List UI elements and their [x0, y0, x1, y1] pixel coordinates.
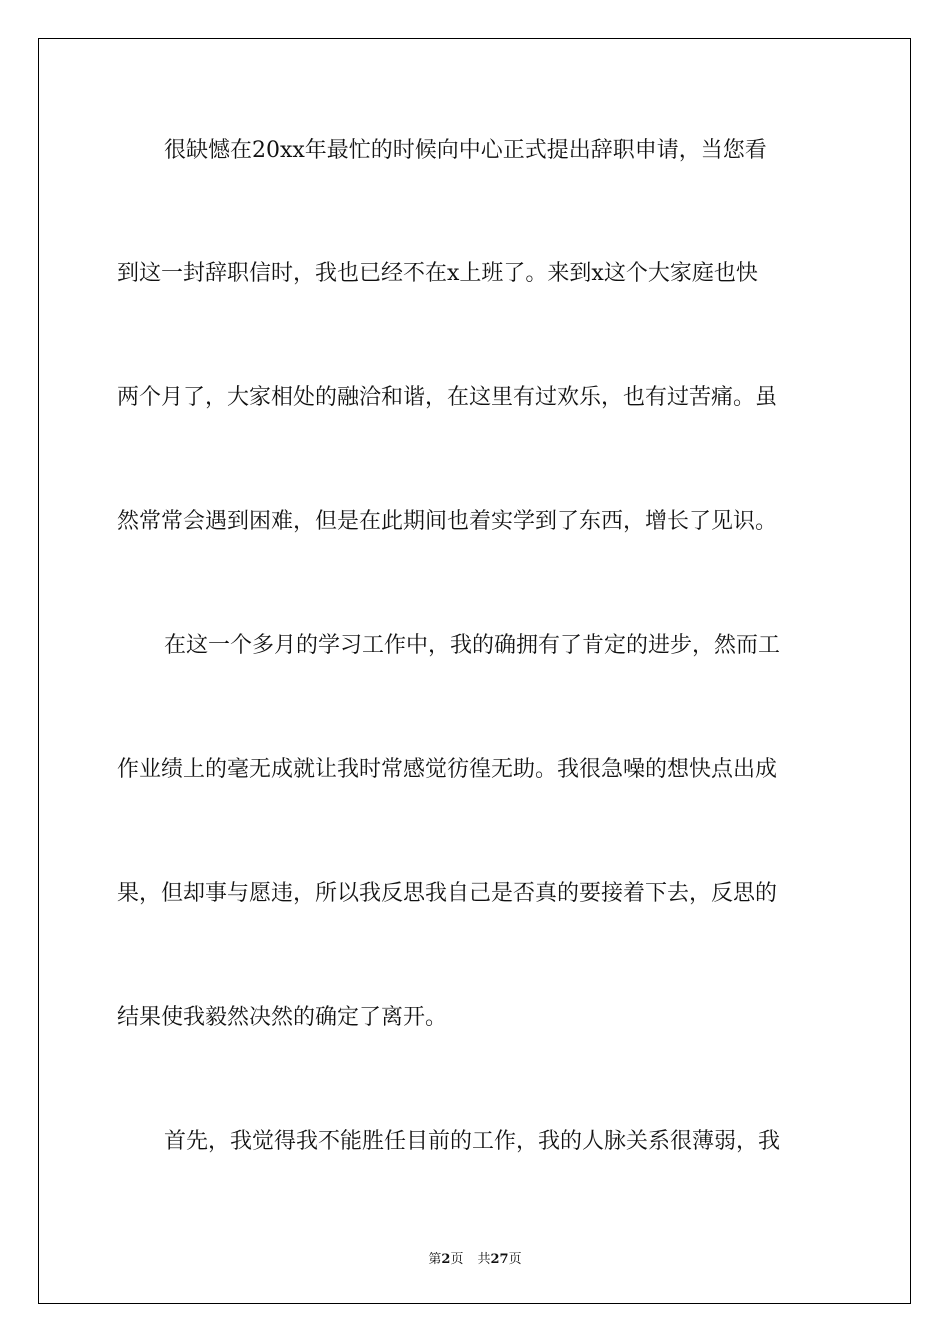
page-border — [38, 38, 911, 1304]
paragraph-line: 然常常会遇到困难，但是在此期间也着实学到了东西，增长了见识。 — [117, 509, 778, 534]
page-suffix: 页 — [450, 1252, 464, 1267]
paragraph-line: 两个月了，大家相处的融洽和谐，在这里有过欢乐，也有过苦痛。虽 — [117, 385, 778, 410]
paragraph-line: 果，但却事与愿违，所以我反思我自己是否真的要接着下去，反思的 — [117, 881, 778, 906]
paragraph-line: 作业绩上的毫无成就让我时常感觉彷徨无助。我很急噪的想快点出成 — [117, 757, 778, 782]
paragraph-line: 在这一个多月的学习工作中，我的确拥有了肯定的进步，然而工 — [164, 633, 781, 658]
page-prefix: 第 — [428, 1252, 442, 1267]
paragraph-line: 很缺憾在20xx年最忙的时候向中心正式提出辞职申请，当您看 — [164, 138, 767, 163]
total-suffix: 页 — [508, 1252, 522, 1267]
total-pages: 27 — [490, 1252, 509, 1267]
paragraph-line: 首先，我觉得我不能胜任目前的工作，我的人脉关系很薄弱，我 — [164, 1129, 781, 1154]
paragraph-line: 到这一封辞职信时，我也已经不在x上班了。来到x这个大家庭也快 — [117, 261, 758, 286]
page-footer — [0, 1248, 950, 1267]
paragraph-line: 结果使我毅然决然的确定了离开。 — [117, 1005, 448, 1030]
total-prefix: 共 — [477, 1252, 491, 1267]
page-number: 2 — [441, 1252, 451, 1267]
